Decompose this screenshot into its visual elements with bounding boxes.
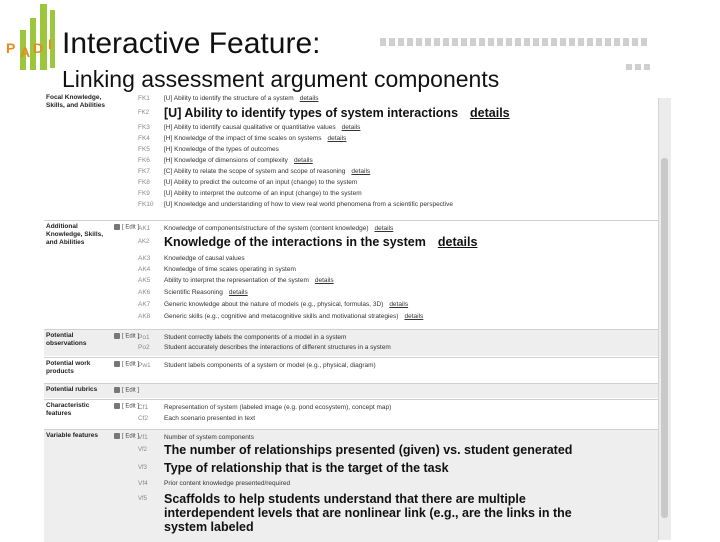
section-header: Characteristic features <box>46 402 90 417</box>
details-link[interactable]: details <box>228 289 248 296</box>
list-item: Pw1 Student labels components of a system or model (e.g., physical, diagram) <box>138 362 376 369</box>
edit-icon <box>114 403 120 409</box>
details-link[interactable]: details <box>293 157 313 164</box>
edit-icon <box>114 361 120 367</box>
potential-work-products-section <box>44 358 658 382</box>
list-item: Vf2 The number of relationships presented (given) vs. student generated <box>138 443 573 457</box>
edit-icon <box>114 387 120 393</box>
details-link[interactable]: details <box>389 301 409 308</box>
list-item: Vf3 Type of relationship that is the target of the task <box>138 461 449 475</box>
edit-icon <box>114 333 120 339</box>
slide-subtitle: Linking assessment argument components <box>62 66 500 92</box>
list-item: AK5 Ability to interpret the representation of the system details <box>138 277 334 284</box>
list-item: AK7 Generic knowledge about the nature of models (e.g., physical, formulas, 3D) details <box>138 301 409 308</box>
list-item: Vf1 Number of system components <box>138 434 254 441</box>
list-item: AK6 Scientific Reasoning details <box>138 289 248 296</box>
vertical-scrollbar[interactable] <box>658 98 671 540</box>
section-header: Potential observations <box>46 332 87 347</box>
section-header: Additional Knowledge, Skills, and Abilities <box>46 223 104 246</box>
list-item: AK4 Knowledge of time scales operating in system <box>138 266 296 273</box>
edit-control[interactable]: [ Edit ] <box>114 224 139 231</box>
list-item: FK5 [H] Knowledge of the types of outcomes <box>138 146 279 153</box>
characteristic-features-section <box>44 400 658 428</box>
padi-logo <box>6 4 58 74</box>
edit-control[interactable]: [ Edit ] <box>114 387 139 394</box>
section-header: Potential rubrics <box>46 386 98 393</box>
list-item: Cf2 Each scenario presented in text <box>138 415 256 422</box>
list-item: FK8 [U] Ability to predict the outcome of an input (change) to the system <box>138 179 358 186</box>
variable-features-section <box>44 430 658 542</box>
section-header: Focal Knowledge, Skills, and Abilities <box>46 94 105 109</box>
list-item: FK4 [H] Knowledge of the impact of time scales on systems details <box>138 135 347 142</box>
list-item: FK7 [C] Ability to relate the scope of system and scope of reasoning details <box>138 168 371 175</box>
logo-letter-a: A <box>20 44 31 60</box>
list-item: AK3 Knowledge of causal values <box>138 255 245 262</box>
list-item: Po2 Student accurately describes the interactions of different structures in a system <box>138 344 391 351</box>
list-item: FK2 [U] Ability to identify types of system interactions details <box>138 106 510 120</box>
details-link[interactable]: details <box>327 135 347 142</box>
focal-ksas-section <box>44 92 658 218</box>
logo-letter-d: D <box>33 40 44 56</box>
list-item: FK3 [H] Ability to identify causal qualitative or quantitative values details <box>138 124 361 131</box>
edit-control[interactable]: [ Edit ] <box>114 333 139 340</box>
list-item: AK1 Knowledge of components/structure of the system (content knowledge) details <box>138 225 394 232</box>
title-divider <box>380 38 650 46</box>
design-pattern-table <box>44 94 658 540</box>
edit-icon <box>114 224 120 230</box>
details-link[interactable]: details <box>404 313 424 320</box>
list-item: FK10 [U] Knowledge and understanding of how to view real world phenomena from a scientific perspective <box>138 201 454 208</box>
list-item: FK9 [U] Ability to interpret the outcome of an input (change) to the system <box>138 190 362 197</box>
list-item: AK8 Generic skills (e.g., cognitive and metacognitive skills and motivational strategies) details <box>138 313 424 320</box>
details-link[interactable]: details <box>470 106 510 120</box>
edit-control[interactable]: [ Edit ] <box>114 433 139 440</box>
slide-title: Interactive Feature: <box>62 27 321 60</box>
details-link[interactable]: details <box>299 95 319 102</box>
additional-ksas-section <box>44 221 658 327</box>
logo-letter-p: P <box>6 40 16 56</box>
section-header: Potential work products <box>46 360 91 375</box>
list-item: Vf4 Prior content knowledge presented/required <box>138 480 291 487</box>
edit-control[interactable]: [ Edit ] <box>114 403 139 410</box>
list-item: AK2 Knowledge of the interactions in the system details <box>138 235 478 249</box>
details-link[interactable]: details <box>351 168 371 175</box>
logo-letter-i: I <box>48 36 52 52</box>
subtitle-divider <box>626 64 650 70</box>
edit-control[interactable]: [ Edit ] <box>114 361 139 368</box>
edit-icon <box>114 433 120 439</box>
details-link[interactable]: details <box>314 277 334 284</box>
potential-observations-section <box>44 330 658 356</box>
list-item: FK6 [H] Knowledge of dimensions of complexity details <box>138 157 313 164</box>
list-item: Po1 Student correctly labels the components of a model in a system <box>138 334 347 341</box>
list-item: interdependent levels that are nonlinear link (e.g., are the links in the <box>164 506 572 520</box>
details-link[interactable]: details <box>341 124 361 131</box>
list-item: FK1 [U] Ability to identify the structure of a system details <box>138 95 319 102</box>
list-item: Cf1 Representation of system (labeled image (e.g. pond ecosystem), concept map) <box>138 404 392 411</box>
list-item: system labeled <box>164 520 254 534</box>
section-header: Variable features <box>46 432 99 439</box>
details-link[interactable]: details <box>437 235 478 249</box>
potential-rubrics-section <box>44 384 658 398</box>
details-link[interactable]: details <box>374 225 394 232</box>
scrollbar-thumb[interactable] <box>661 158 668 518</box>
list-item: Vf5 Scaffolds to help students understand that there are multiple <box>138 492 526 506</box>
